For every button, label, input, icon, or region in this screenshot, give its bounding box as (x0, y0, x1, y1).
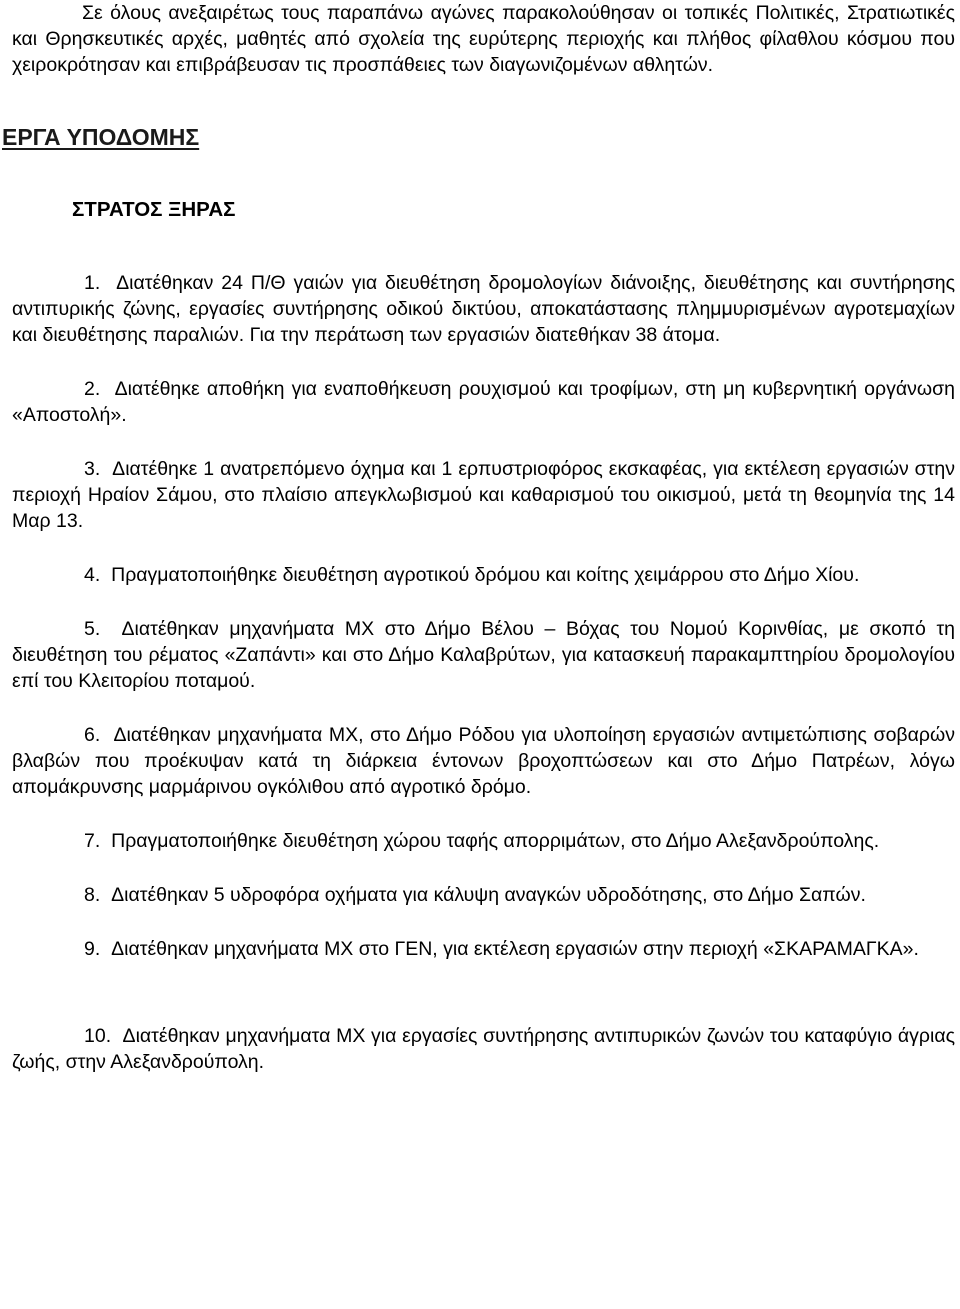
list-item (12, 616, 955, 694)
item-text: Διατέθηκε αποθήκη για εναποθήκευση ρουχισμού και τροφίμων, στη μη κυβερνητική οργάνωση «Αποστολή». (12, 378, 955, 426)
item-text: Πραγματοποιήθηκε διευθέτηση αγροτικού δρόμου και κοίτης χειμάρρου στο Δήμο Χίου. (111, 564, 860, 586)
item-text: Διατέθηκαν 24 Π/Θ γαιών για διευθέτηση δρομολογίων διάνοιξης, διευθέτησης και συντήρησης αντιπυρικής ζώνης, εργασίες συντήρησης οδικού δικτύου, αποκατάστασης πλημμυρισμένων αγροτεμαχίων και διευθέτησης παραλιών. Για την περάτωση των εργασιών διατεθήκαν 38 άτομα. (12, 272, 955, 346)
list-item (12, 828, 955, 854)
item-number: 2. (84, 378, 101, 400)
item-number: 9. (84, 938, 101, 960)
item-number: 7. (84, 830, 101, 852)
item-text: Διατέθηκαν μηχανήματα ΜΧ στο Δήμο Βέλου – Βόχας του Νομού Κορινθίας, με σκοπό τη διευθέτηση του ρέματος «Ζαπάντι» και στο Δήμο Καλαβρύτων, για κατασκευή παρακαμπτηρίου δρομολογίου επί του Κλειτορίου ποταμού. (12, 618, 955, 692)
section-title: ΕΡΓΑ ΥΠΟΔΟΜΗΣ (2, 124, 200, 150)
item-list (12, 270, 955, 1075)
list-item (12, 562, 955, 588)
list-item (12, 456, 955, 534)
item-text: Διατέθηκαν μηχανήματα ΜΧ, στο Δήμο Ρόδου για υλοποίηση εργασιών αντιμετώπισης σοβαρών βλαβών που προέκυψαν κατά τη διάρκεια έντονων βροχοπτώσεων και στο Δήμο Πατρέων, λόγω απομάκρυνσης μαρμάρινου ογκόλιθου από αγροτικό δρόμο. (12, 724, 955, 798)
item-text: Διατέθηκαν μηχανήματα ΜΧ στο ΓΕΝ, για εκτέλεση εργασιών στην περιοχή «ΣΚΑΡΑΜΑΓΚΑ». (111, 938, 919, 960)
intro-paragraph: Σε όλους ανεξαιρέτως τους παραπάνω αγώνες παρακολούθησαν οι τοπικές Πολιτικές, Στρατιωτικές και Θρησκευτικές αρχές, μαθητές από σχολεία της ευρύτερης περιοχής και πλήθος φίλαθλου κόσμου που χειροκρότησαν και επιβράβευσαν τις προσπάθειες των διαγωνιζομένων αθλητών. (12, 2, 955, 76)
list-item (12, 882, 955, 908)
list-item (12, 1023, 955, 1075)
list-item (12, 722, 955, 800)
item-number: 8. (84, 884, 101, 906)
item-number: 3. (84, 458, 101, 480)
item-text: Διατέθηκαν μηχανήματα ΜΧ για εργασίες συντήρησης αντιπυρικών ζωνών του καταφύγιο άγριας ζωής, στην Αλεξανδρούπολη. (12, 1025, 955, 1073)
item-text: Διατέθηκε 1 ανατρεπόμενο όχημα και 1 ερπυστριοφόρος εκσκαφέας, για εκτέλεση εργασιών στην περιοχή Ηραίον Σάμου, στο πλαίσιο απεγκλωβισμού και καθαρισμού του οικισμού, μετά τη θεομηνία της 14 Μαρ 13. (12, 458, 955, 532)
item-text: Διατέθηκαν 5 υδροφόρα οχήματα για κάλυψη αναγκών υδροδότησης, στο Δήμο Σαπών. (111, 884, 866, 906)
item-number: 5. (84, 618, 101, 640)
item-number: 6. (84, 724, 101, 746)
subsection-title: ΣΤΡΑΤΟΣ ΞΗΡΑΣ (72, 198, 236, 221)
item-number: 1. (84, 272, 101, 294)
item-text: Πραγματοποιήθηκε διευθέτηση χώρου ταφής απορριμάτων, στο Δήμο Αλεξανδρούπολης. (111, 830, 880, 852)
item-number: 10. (84, 1025, 112, 1047)
list-item (12, 270, 955, 348)
list-item (12, 376, 955, 428)
item-number: 4. (84, 564, 101, 586)
list-item (12, 936, 955, 962)
